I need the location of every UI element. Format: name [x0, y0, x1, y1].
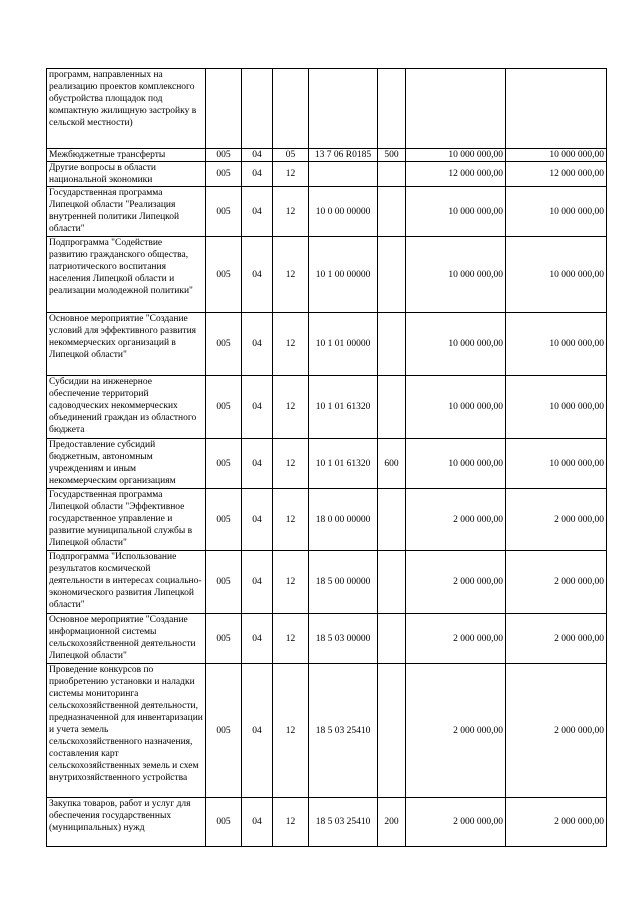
- amount-year1-cell: [406, 69, 506, 149]
- target-article-cell: [309, 162, 378, 187]
- table-row: [47, 376, 607, 439]
- amount-year1-cell: 2 000 000,00: [406, 614, 506, 664]
- row-name-cell: Закупка товаров, работ и услуг для обеспечения государственных (муниципальных) нужд: [47, 798, 206, 847]
- amount-year2-cell: 10 000 000,00: [506, 149, 607, 162]
- amount-year1-cell: 10 000 000,00: [406, 149, 506, 162]
- expense-type-cell: 200: [378, 798, 406, 847]
- row-name-cell: Предоставление субсидий бюджетным, автономным учреждениям и иным некоммерческим организациям: [47, 439, 206, 489]
- expense-type-cell: [378, 237, 406, 313]
- amount-year1-cell: 2 000 000,00: [406, 489, 506, 551]
- target-article-cell: 18 5 03 25410: [309, 664, 378, 798]
- ministry-code-cell: 005: [206, 614, 242, 664]
- ministry-code-cell: 005: [206, 376, 242, 439]
- section-code-cell: 04: [242, 237, 273, 313]
- section-code-cell: 04: [242, 664, 273, 798]
- row-name-cell: Государственная программа Липецкой области "Эффективное государственное управление и развитие муниципальной службы в Липецкой области": [47, 489, 206, 551]
- budget-table-container: [46, 68, 607, 847]
- section-code-cell: [242, 69, 273, 149]
- expense-type-cell: [378, 664, 406, 798]
- amount-year2-cell: 12 000 000,00: [506, 162, 607, 187]
- section-code-cell: 04: [242, 162, 273, 187]
- expense-type-cell: [378, 551, 406, 614]
- amount-year2-cell: 2 000 000,00: [506, 551, 607, 614]
- section-code-cell: 04: [242, 313, 273, 376]
- row-name-cell: Подпрограмма "Содействие развитию гражданского общества, патриотического воспитания населения Липецкой области и реализации молодежной политики": [47, 237, 206, 313]
- ministry-code-cell: 005: [206, 187, 242, 237]
- subsection-code-cell: 12: [273, 376, 309, 439]
- expense-type-cell: [378, 614, 406, 664]
- subsection-code-cell: 12: [273, 551, 309, 614]
- ministry-code-cell: 005: [206, 551, 242, 614]
- row-name-cell: программ, направленных на реализацию проектов комплексного обустройства площадок под компактную жилищную застройку в сельской местности): [47, 69, 206, 149]
- row-name-cell: Основное мероприятие "Создание информационной системы сельскохозяйственной деятельности Липецкой области": [47, 614, 206, 664]
- target-article-cell: 10 1 00 00000: [309, 237, 378, 313]
- amount-year1-cell: 10 000 000,00: [406, 237, 506, 313]
- amount-year1-cell: 2 000 000,00: [406, 551, 506, 614]
- amount-year1-cell: 10 000 000,00: [406, 376, 506, 439]
- amount-year2-cell: 2 000 000,00: [506, 664, 607, 798]
- table-row: [47, 798, 607, 847]
- target-article-cell: 10 1 01 61320: [309, 376, 378, 439]
- ministry-code-cell: 005: [206, 149, 242, 162]
- amount-year2-cell: 2 000 000,00: [506, 798, 607, 847]
- amount-year1-cell: 10 000 000,00: [406, 439, 506, 489]
- subsection-code-cell: 12: [273, 439, 309, 489]
- subsection-code-cell: 12: [273, 313, 309, 376]
- ministry-code-cell: 005: [206, 162, 242, 187]
- amount-year2-cell: 2 000 000,00: [506, 489, 607, 551]
- subsection-code-cell: 12: [273, 162, 309, 187]
- table-row: [47, 187, 607, 237]
- ministry-code-cell: [206, 69, 242, 149]
- section-code-cell: 04: [242, 149, 273, 162]
- target-article-cell: 18 5 03 00000: [309, 614, 378, 664]
- table-row: [47, 69, 607, 149]
- amount-year2-cell: [506, 69, 607, 149]
- target-article-cell: 18 0 00 00000: [309, 489, 378, 551]
- expense-type-cell: [378, 187, 406, 237]
- row-name-cell: Субсидии на инженерное обеспечение территорий садоводческих некоммерческих объединений граждан из областного бюджета: [47, 376, 206, 439]
- amount-year1-cell: 12 000 000,00: [406, 162, 506, 187]
- subsection-code-cell: [273, 69, 309, 149]
- section-code-cell: 04: [242, 187, 273, 237]
- table-row: [47, 313, 607, 376]
- row-name-cell: Государственная программа Липецкой области "Реализация внутренней политики Липецкой области": [47, 187, 206, 237]
- subsection-code-cell: 12: [273, 614, 309, 664]
- row-name-cell: Основное мероприятие "Создание условий для эффективного развития некоммерческих организаций в Липецкой области": [47, 313, 206, 376]
- amount-year2-cell: 10 000 000,00: [506, 187, 607, 237]
- table-row: [47, 162, 607, 187]
- table-row: [47, 149, 607, 162]
- amount-year1-cell: 2 000 000,00: [406, 798, 506, 847]
- row-name-cell: Другие вопросы в области национальной экономики: [47, 162, 206, 187]
- ministry-code-cell: 005: [206, 798, 242, 847]
- table-row: [47, 489, 607, 551]
- amount-year1-cell: 10 000 000,00: [406, 187, 506, 237]
- amount-year2-cell: 10 000 000,00: [506, 376, 607, 439]
- section-code-cell: 04: [242, 376, 273, 439]
- section-code-cell: 04: [242, 489, 273, 551]
- expense-type-cell: [378, 376, 406, 439]
- amount-year2-cell: 10 000 000,00: [506, 313, 607, 376]
- subsection-code-cell: 12: [273, 489, 309, 551]
- expense-type-cell: 600: [378, 439, 406, 489]
- row-name-cell: Подпрограмма "Использование результатов космической деятельности в интересах социально-экономического развития Липецкой области": [47, 551, 206, 614]
- subsection-code-cell: 12: [273, 664, 309, 798]
- amount-year2-cell: 2 000 000,00: [506, 614, 607, 664]
- section-code-cell: 04: [242, 614, 273, 664]
- table-row: [47, 439, 607, 489]
- ministry-code-cell: 005: [206, 439, 242, 489]
- target-article-cell: 10 0 00 00000: [309, 187, 378, 237]
- subsection-code-cell: 12: [273, 237, 309, 313]
- expense-type-cell: [378, 489, 406, 551]
- ministry-code-cell: 005: [206, 237, 242, 313]
- ministry-code-cell: 005: [206, 489, 242, 551]
- section-code-cell: 04: [242, 798, 273, 847]
- target-article-cell: [309, 69, 378, 149]
- table-row: [47, 237, 607, 313]
- amount-year1-cell: 10 000 000,00: [406, 313, 506, 376]
- subsection-code-cell: 12: [273, 798, 309, 847]
- target-article-cell: 10 1 01 00000: [309, 313, 378, 376]
- budget-table: [46, 68, 607, 847]
- table-row: [47, 551, 607, 614]
- section-code-cell: 04: [242, 439, 273, 489]
- amount-year2-cell: 10 000 000,00: [506, 237, 607, 313]
- expense-type-cell: [378, 313, 406, 376]
- table-row: [47, 664, 607, 798]
- amount-year2-cell: 10 000 000,00: [506, 439, 607, 489]
- target-article-cell: 18 5 00 00000: [309, 551, 378, 614]
- target-article-cell: 10 1 01 61320: [309, 439, 378, 489]
- budget-table-body: [47, 69, 607, 847]
- ministry-code-cell: 005: [206, 664, 242, 798]
- amount-year1-cell: 2 000 000,00: [406, 664, 506, 798]
- row-name-cell: Проведение конкурсов по приобретению установки и наладки системы мониторинга сельскохозяйственной деятельности, предназначенной для инвентаризации и учета земель сельскохозяйственного назначения, составления карт сельскохозяйственных земель и схем внутрихозяйственного устройства: [47, 664, 206, 798]
- expense-type-cell: [378, 162, 406, 187]
- subsection-code-cell: 05: [273, 149, 309, 162]
- target-article-cell: 18 5 03 25410: [309, 798, 378, 847]
- section-code-cell: 04: [242, 551, 273, 614]
- target-article-cell: 13 7 06 R0185: [309, 149, 378, 162]
- subsection-code-cell: 12: [273, 187, 309, 237]
- expense-type-cell: [378, 69, 406, 149]
- ministry-code-cell: 005: [206, 313, 242, 376]
- table-row: [47, 614, 607, 664]
- expense-type-cell: 500: [378, 149, 406, 162]
- row-name-cell: Межбюджетные трансферты: [47, 149, 206, 162]
